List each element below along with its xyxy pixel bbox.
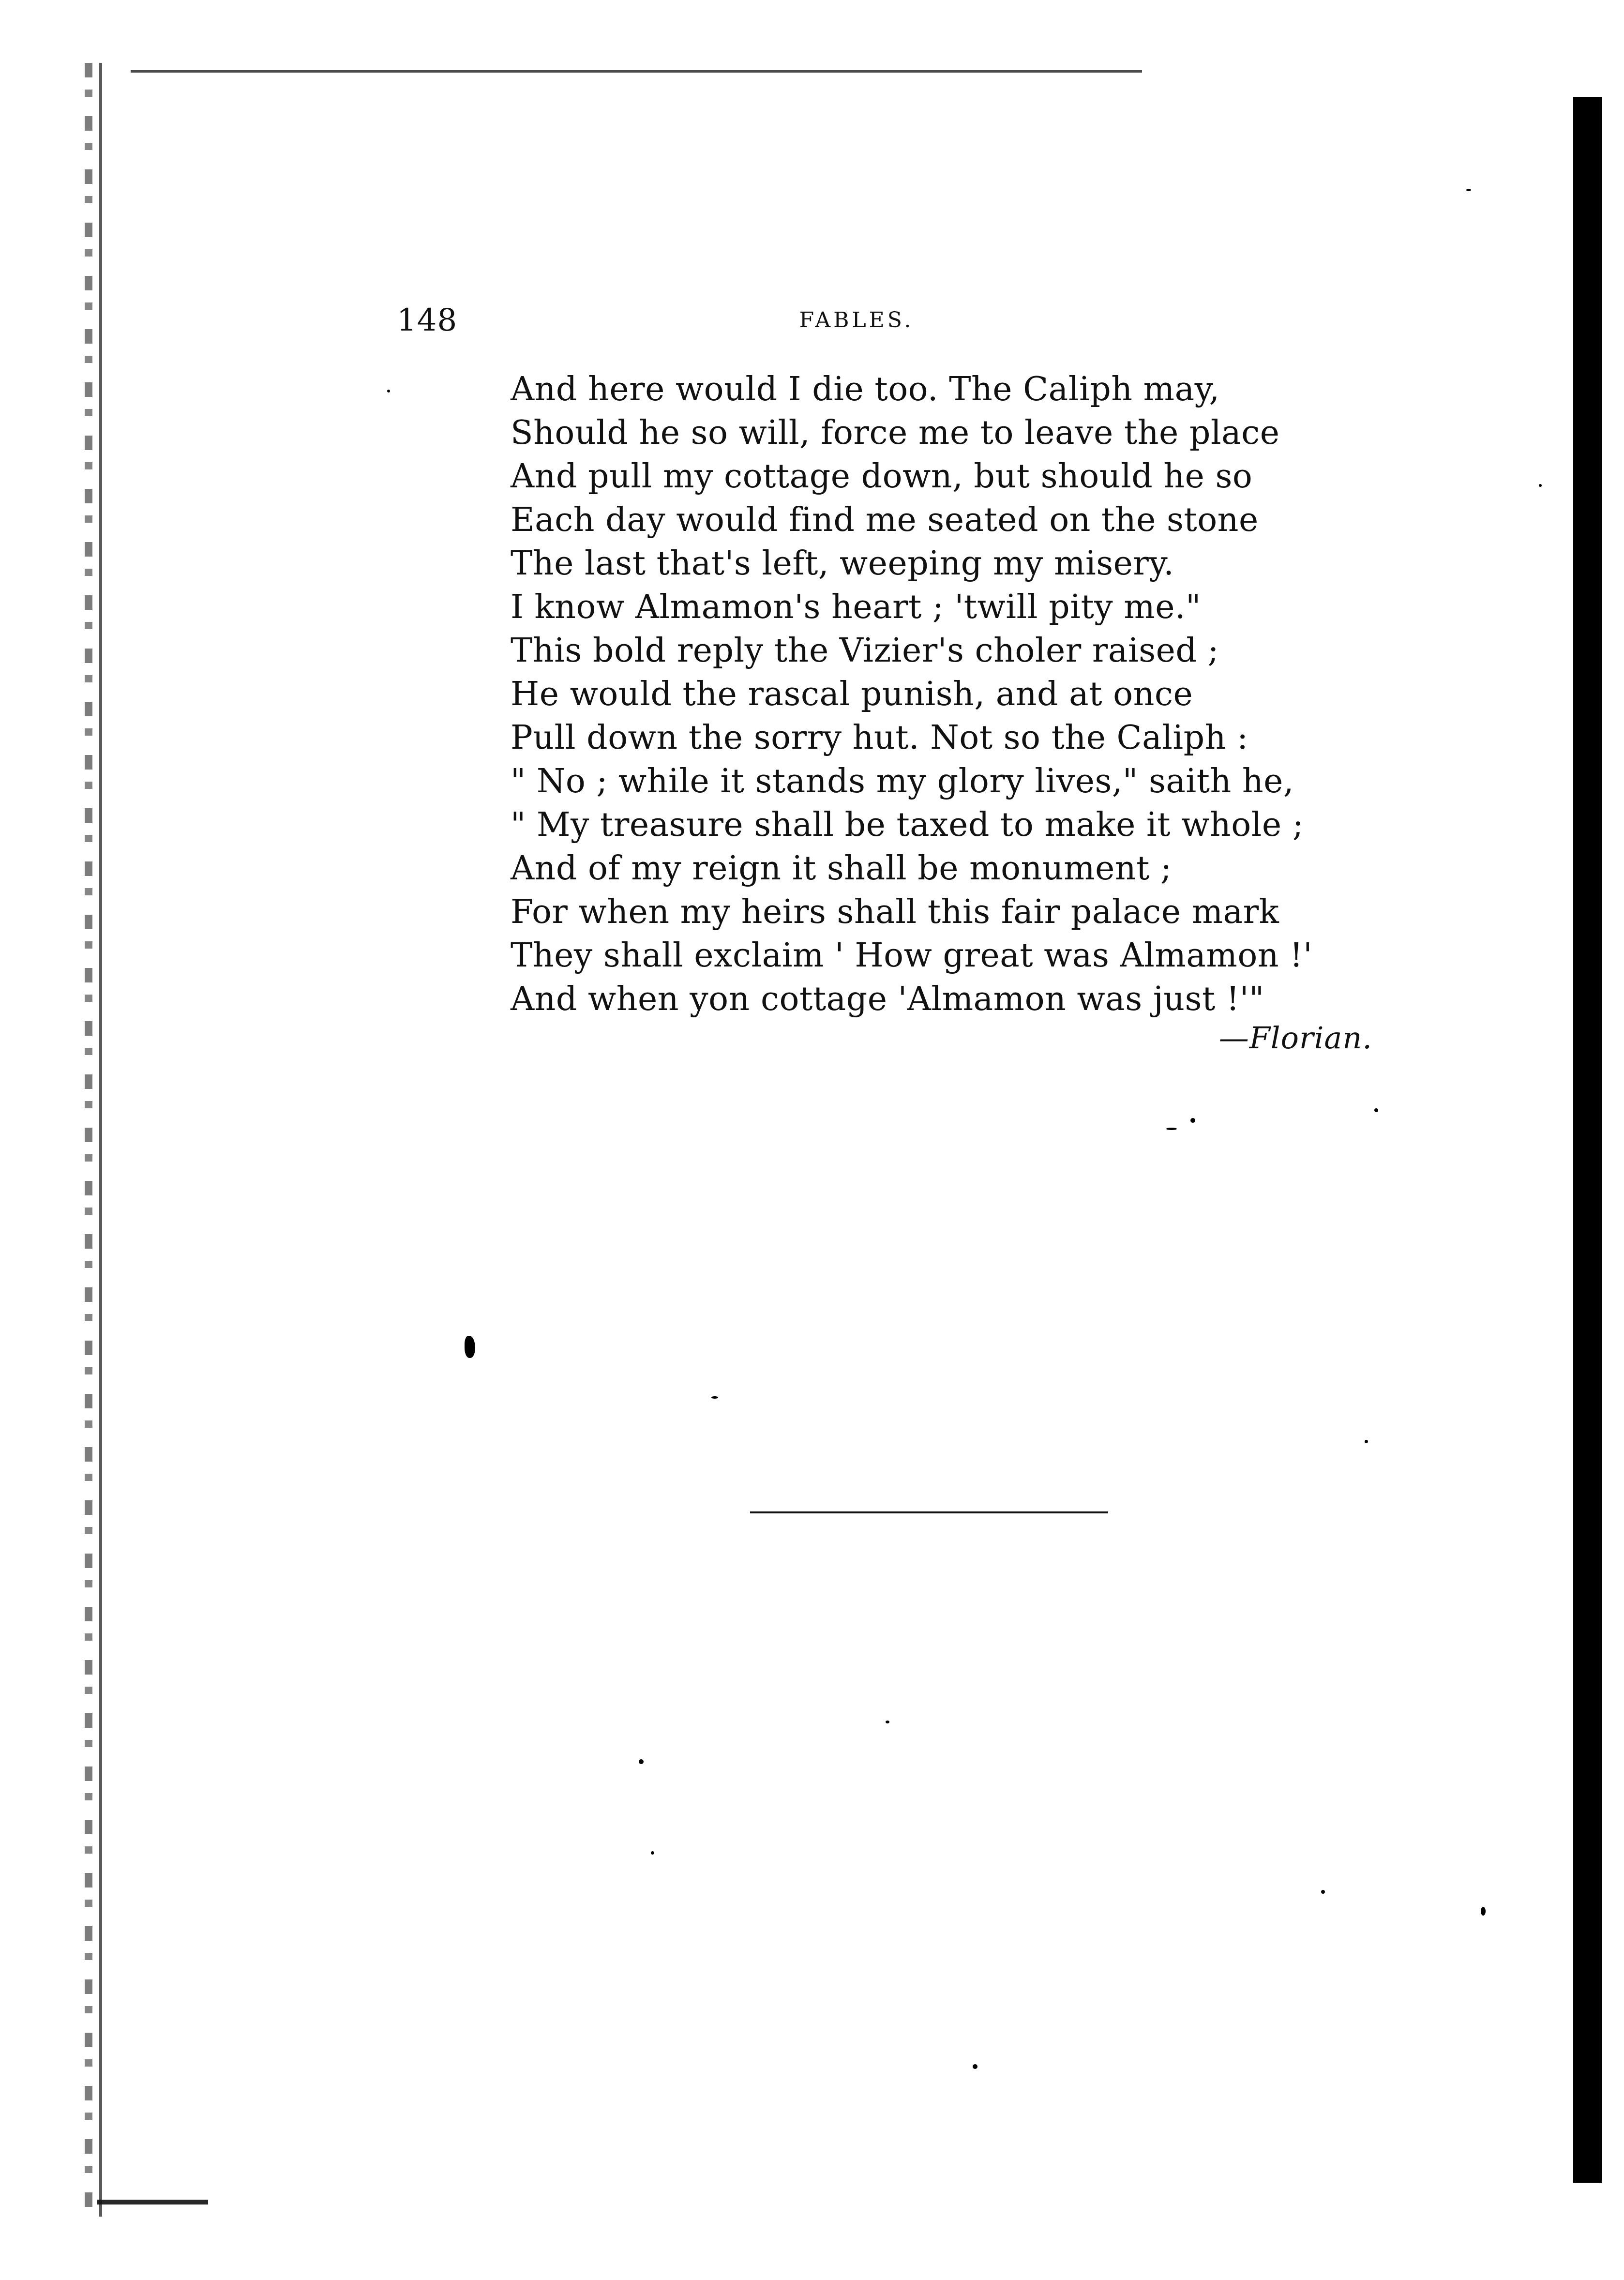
scan-right-edge (1573, 97, 1602, 2183)
dust-speck (1466, 189, 1471, 191)
poem-attribution: —Florian. (1218, 1020, 1372, 1056)
poem-line: I know Almamon's heart ; 'twill pity me." (511, 588, 1201, 626)
dust-speck (711, 1396, 718, 1399)
poem-body (511, 368, 1333, 1021)
dust-speck (886, 1721, 889, 1723)
scan-left-binding (85, 63, 92, 2217)
dust-speck (639, 1759, 644, 1764)
poem-line: They shall exclaim ' How great was Almamon !' (511, 936, 1313, 975)
poem-line: Each day would find me seated on the stone (511, 501, 1259, 539)
section-divider (750, 1511, 1108, 1513)
scan-left-border (99, 63, 102, 2217)
poem-line: Should he so will, force me to leave the place (511, 414, 1280, 452)
poem-line: And here would I die too. The Caliph may, (511, 370, 1220, 408)
running-title: FABLES. (799, 308, 914, 332)
dust-speck (1365, 1440, 1368, 1443)
dust-speck (973, 2064, 977, 2069)
poem-line: Pull down the sorry hut. Not so the Caliph : (511, 719, 1248, 757)
dust-speck (387, 390, 390, 393)
poem-line: And pull my cottage down, but should he so (511, 457, 1253, 496)
dust-speck (651, 1851, 654, 1855)
dust-speck (465, 1336, 475, 1358)
page-number: 148 (397, 302, 458, 338)
poem-line: And of my reign it shall be monument ; (511, 849, 1172, 888)
dust-speck (1374, 1108, 1378, 1112)
poem-line: " No ; while it stands my glory lives," saith he, (511, 762, 1294, 800)
scan-top-edge (131, 70, 1142, 73)
dust-speck (1321, 1890, 1325, 1894)
scan-bottom-edge (97, 2200, 208, 2205)
dust-speck (1539, 484, 1542, 487)
dust-speck (1481, 1907, 1486, 1916)
dust-speck (1190, 1118, 1195, 1123)
dust-speck (1166, 1128, 1177, 1130)
poem-line: And when yon cottage 'Almamon was just !'" (511, 980, 1264, 1018)
poem-line: For when my heirs shall this fair palace mark (511, 893, 1279, 931)
running-head (397, 302, 1316, 344)
poem-line: " My treasure shall be taxed to make it whole ; (511, 806, 1304, 844)
poem-line: He would the rascal punish, and at once (511, 675, 1193, 713)
poem-line: This bold reply the Vizier's choler raised ; (511, 632, 1219, 670)
poem-line: The last that's left, weeping my misery. (511, 544, 1174, 583)
